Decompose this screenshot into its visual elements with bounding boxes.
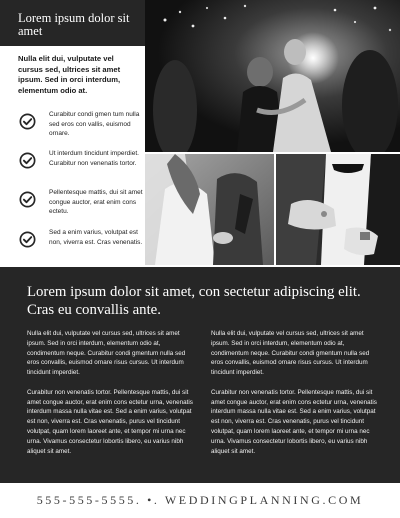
wedding-couple-dancing-photo bbox=[145, 0, 400, 152]
checklist-item-text: Curabitur condi gmen tum nulla sed eros con vallis, euismod ornare. bbox=[49, 111, 140, 138]
groom-cufflinks-photo bbox=[276, 154, 400, 265]
contact-line: 555-555-5555. •. WEDDINGPLANNING.COM bbox=[36, 493, 364, 507]
intro-text: Nulla elit dui, vulputate vel cursus sed, ultrices sit amet ipsum. Sed in orci interdum, elementum odio at. bbox=[18, 54, 121, 95]
paragraph: Curabitur non venenatis tortor. Pellentesque mattis, dui sit amet congue auctor, erat enim cons ectetur urna, venenatis interdum massa nulla vitae est. Sed a enim varius, volutpat est non, viverra est. Cras venenatis, purus vel tincidunt volutpat, quam lorem laoreet ante, et tempor mi urna nec urna. Vivamus consectetur lobortis libero, eu varius nibh aliquet sit amet. bbox=[27, 388, 193, 455]
checklist-item-text: Pellentesque mattis, dui sit amet congue auctor, erat enim cons ectetu. bbox=[49, 189, 143, 216]
paragraph: Curabitur non venenatis tortor. Pellentesque mattis, dui sit amet congue auctor, erat enim cons ectetur urna, venenatis interdum massa nulla vitae est. Sed a enim varius, volutpat est non, viverra est. Cras venenatis, purus vel tincidunt volutpat, quam lorem laoreet ante, et tempor mi urna nec urna. Vivamus consectetur lobortis libero, eu varius nibh aliquet sit amet. bbox=[211, 388, 377, 455]
check-circle-icon bbox=[19, 191, 36, 208]
content-band bbox=[0, 267, 400, 483]
text-column-right bbox=[211, 329, 379, 466]
check-circle-icon bbox=[19, 231, 36, 248]
header-title: Lorem ipsum dolor sit amet bbox=[18, 11, 130, 38]
bride-and-groom-photo bbox=[145, 154, 274, 265]
check-circle-icon bbox=[19, 152, 36, 169]
text-column-left bbox=[27, 329, 195, 466]
paragraph: Nulla elit dui, vulputate vel cursus sed, ultrices sit amet ipsum. Sed in orci interdum, elementum odio at, condimentum neque. Curabitur condi gmentum nulla sed eros convallis, euismod ornare risus cursus. Ut interdum tincidunt imperdiet. bbox=[27, 330, 186, 377]
paragraph: Nulla elit dui, vulputate vel cursus sed, ultrices sit amet ipsum. Sed in orci interdum, elementum odio at, condimentum neque. Curabitur condi gmentum nulla sed eros convallis, euismod ornare risus cursus. Ut interdum tincidunt imperdiet. bbox=[211, 330, 370, 377]
checklist-item-text: Sed a enim varius, volutpat est non, viverra est. Cras venenatis. bbox=[49, 229, 143, 246]
header-block bbox=[0, 0, 145, 46]
checklist-item-text: Ut interdum tincidunt imperdiet. Curabitur non venenatis tortor. bbox=[49, 150, 139, 167]
check-circle-icon bbox=[19, 113, 36, 130]
footer bbox=[0, 483, 400, 518]
band-heading: Lorem ipsum dolor sit amet, con sectetur adipiscing elit. Cras eu convallis ante. bbox=[27, 284, 361, 318]
